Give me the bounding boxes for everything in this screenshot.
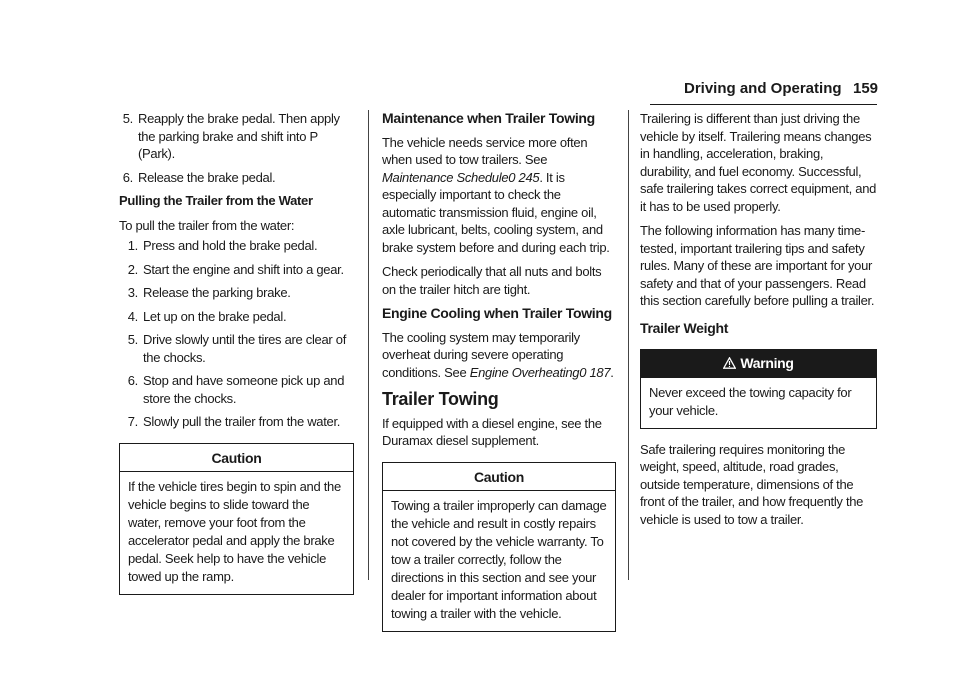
- caution-title: Caution: [383, 463, 615, 492]
- caution-body: Towing a trailer improperly can damage the vehicle and result in costly repairs not covered by the vehicle warranty. To tow a trailer correctly, follow the directions in this section and see your dealer for important information about towing a trailer with the vehicle.: [391, 498, 607, 621]
- list-item: 7. Slowly pull the trailer from the water.: [127, 414, 341, 429]
- caution-body: If the vehicle tires begin to spin and the vehicle begins to slide toward the water, remove your foot from the accelerator pedal and apply the brake pedal. Seek help to have the vehicle towed up the ramp.: [128, 479, 341, 584]
- paragraph: The following information has many time-tested, important trailering tips and safety rules. Many of these are important for your safety and that of your passengers. Read this section carefully before pulling a trailer.: [640, 223, 875, 308]
- warning-title: Warning: [740, 355, 794, 371]
- caution-box: [382, 462, 616, 633]
- warning-body: Never exceed the towing capacity for your vehicle.: [649, 384, 852, 418]
- paragraph: The vehicle needs service more often when used to tow trailers. See Maintenance Schedule0 245. It is especially important to check the automatic transmission fluid, engine oil, axle lubricant, belts, cooling system, and brake system before and during each trip.: [382, 134, 610, 255]
- list-item: 5. Reapply the brake pedal. Then apply the parking brake and shift into P (Park).: [122, 111, 340, 161]
- ref-page[interactable]: 187: [589, 364, 611, 380]
- column-3: [640, 110, 877, 535]
- list-item: 4. Let up on the brake pedal.: [127, 308, 287, 324]
- list-item: 6. Stop and have someone pick up and store the chocks.: [127, 373, 345, 406]
- section-title: Driving and Operating: [684, 80, 842, 97]
- column-divider-2: [628, 110, 629, 580]
- column-1: [119, 110, 354, 603]
- list-item: 3. Release the parking brake.: [127, 285, 291, 300]
- warning-triangle-icon: [723, 355, 736, 373]
- column-2: [382, 110, 616, 640]
- heading-engine-cooling: Engine Cooling when Trailer Towing: [382, 305, 612, 321]
- list-item: 1. Press and hold the brake pedal.: [127, 238, 318, 253]
- list-item: 5. Drive slowly until the tires are clear of the chocks.: [127, 332, 347, 365]
- heading-trailer-weight: Trailer Weight: [640, 319, 729, 336]
- warning-header: [641, 350, 876, 378]
- caution-title: Caution: [120, 444, 353, 473]
- paragraph: Check periodically that all nuts and bolts on the trailer hitch are tight.: [382, 264, 602, 297]
- paragraph: If equipped with a diesel engine, see the Duramax diesel supplement.: [382, 415, 602, 448]
- cross-reference[interactable]: Engine Overheating: [469, 364, 580, 380]
- intro-text: To pull the trailer from the water:: [119, 217, 295, 233]
- list-item: 2. Start the engine and shift into a gear.: [127, 261, 344, 277]
- ref-arrow-icon: 0: [508, 169, 516, 185]
- cross-reference[interactable]: Maintenance Schedule: [382, 169, 509, 185]
- subheading: Pulling the Trailer from the Water: [119, 193, 313, 208]
- steps-list-a: [119, 110, 354, 186]
- caution-box: [119, 443, 354, 596]
- steps-list-b: [119, 237, 354, 431]
- paragraph: The cooling system may temporarily overheat during severe operating conditions. See Engine Overheating0 187.: [382, 329, 614, 380]
- list-item: 6. Release the brake pedal.: [122, 169, 276, 185]
- paragraph: Safe trailering requires monitoring the weight, speed, altitude, road grades, outside temperature, dimensions of the front of the trailer, and how frequently the vehicle is used to tow a trailer.: [640, 441, 864, 527]
- heading-maintenance: Maintenance when Trailer Towing: [382, 110, 595, 126]
- ref-arrow-icon: 0: [579, 364, 587, 380]
- header-rule: [650, 104, 877, 105]
- paragraph: Trailering is different than just driving the vehicle by itself. Trailering means changes in handling, acceleration, braking, durability, and fuel economy. Successful, safe trailering takes correct equipment, and it has to be used properly.: [640, 111, 877, 214]
- ref-page[interactable]: 245: [518, 169, 540, 185]
- column-divider-1: [368, 110, 369, 580]
- warning-box: [640, 349, 877, 429]
- page-header: [0, 80, 960, 106]
- heading-trailer-towing: Trailer Towing: [382, 389, 499, 409]
- page-number: 159: [853, 80, 879, 97]
